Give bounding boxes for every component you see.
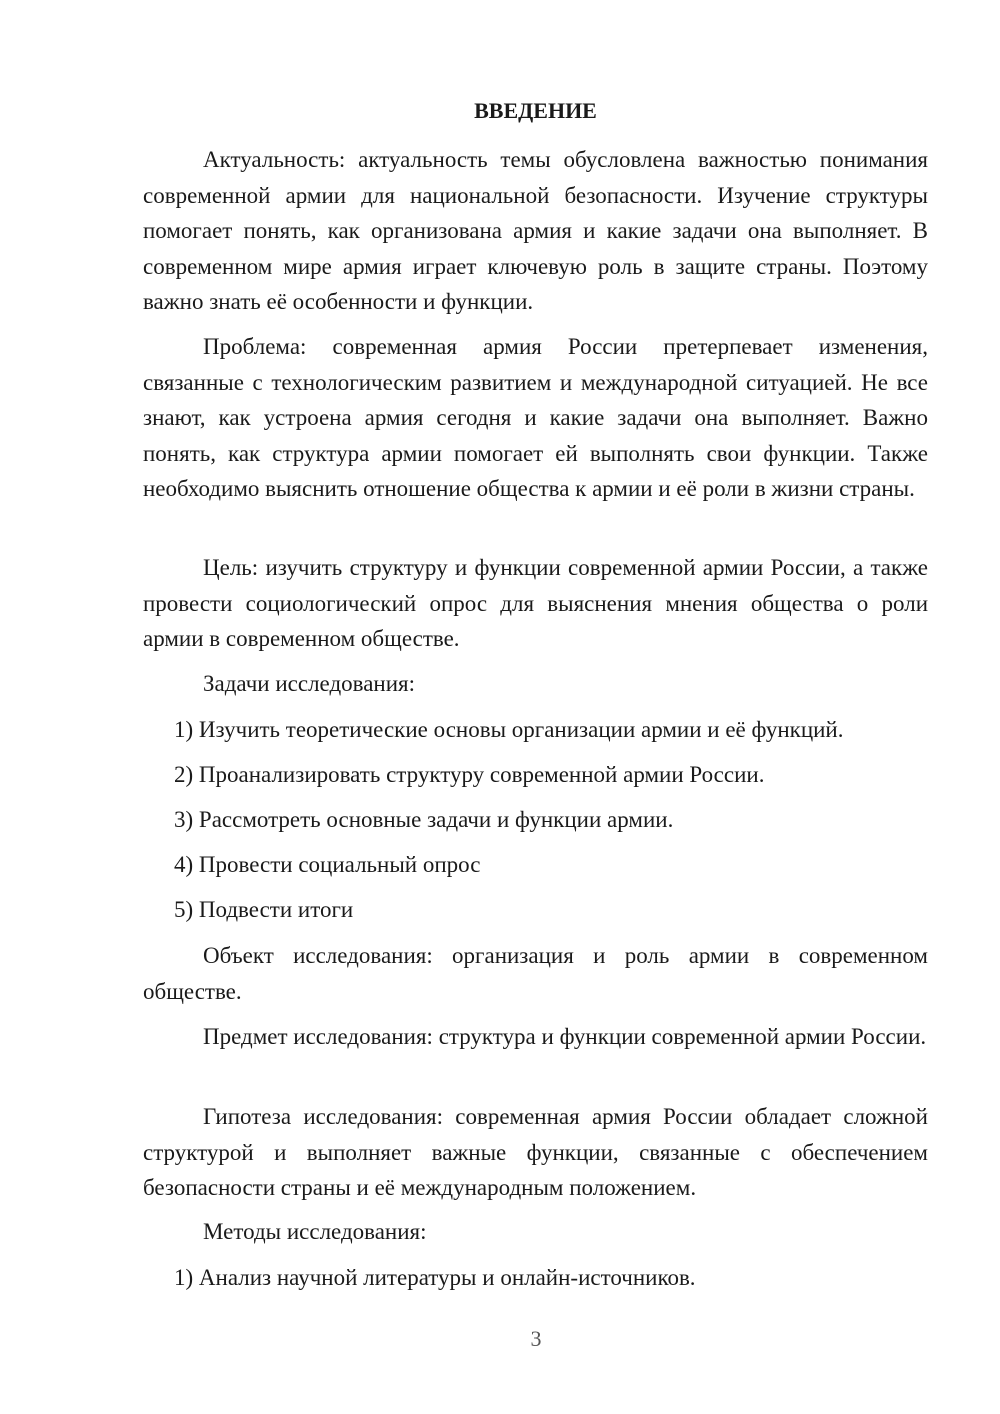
goal-paragraph: Цель: изучить структуру и функции современной армии России, а также провести социологический опрос для выяснения мнения общества о роли армии в современном обществе. xyxy=(143,555,928,651)
task-item: 3) Рассмотреть основные задачи и функции армии. xyxy=(174,807,674,832)
task-item: 4) Провести социальный опрос xyxy=(174,852,481,877)
methods-heading: Методы исследования: xyxy=(203,1219,427,1244)
page-number: 3 xyxy=(530,1326,542,1351)
tasks-heading: Задачи исследования: xyxy=(203,671,416,696)
task-item: 1) Изучить теоретические основы организации армии и её функций. xyxy=(174,717,844,742)
relevance-paragraph: Актуальность: актуальность темы обусловлена важностью понимания современной армии для национальной безопасности. Изучение структуры помогает понять, как организована армия и какие задачи она выполняет. В современном мире армия играет ключевую роль в защите страны. Поэтому важно знать её особенности и функции. xyxy=(143,147,928,314)
task-item: 5) Подвести итоги xyxy=(174,897,354,922)
task-item: 2) Проанализировать структуру современной армии России. xyxy=(174,762,765,787)
method-item: 1) Анализ научной литературы и онлайн-источников. xyxy=(174,1265,696,1290)
page-title: ВВЕДЕНИЕ xyxy=(474,98,597,123)
problem-paragraph: Проблема: современная армия России претерпевает изменения, связанные с технологическим развитием и международной ситуацией. Не все знают, как устроена армия сегодня и какие задачи она выполняет. Важно понять, как структура армии помогает ей выполнять свои функции. Также необходимо выяснить отношение общества к армии и её роли в жизни страны. xyxy=(143,334,928,501)
object-paragraph: Объект исследования: организация и роль армии в современном обществе. xyxy=(143,943,928,1004)
subject-paragraph: Предмет исследования: структура и функции современной армии России. xyxy=(203,1024,927,1049)
hypothesis-paragraph: Гипотеза исследования: современная армия России обладает сложной структурой и выполняет важные функции, связанные с обеспечением безопасности страны и её международным положением. xyxy=(143,1104,928,1200)
